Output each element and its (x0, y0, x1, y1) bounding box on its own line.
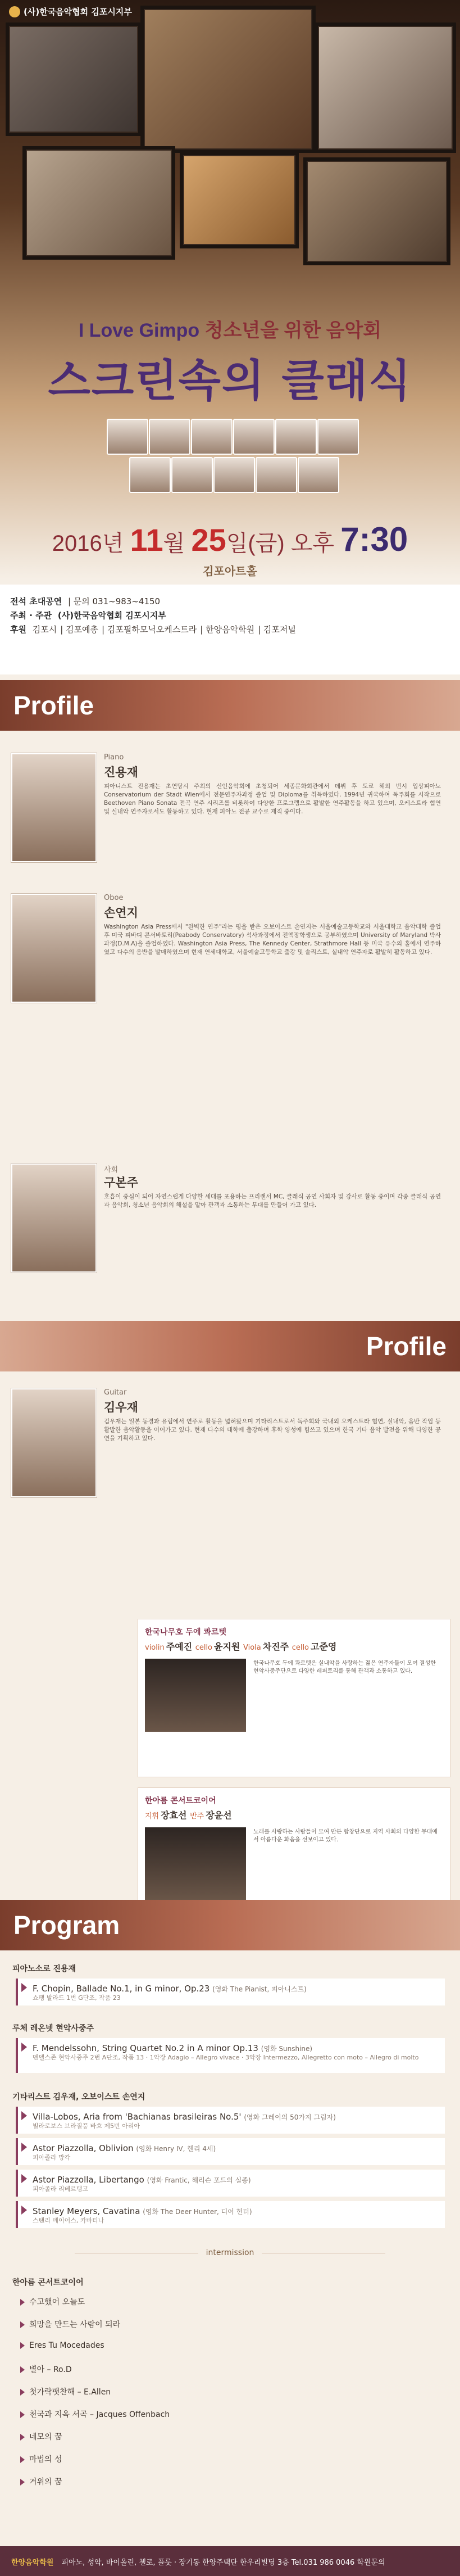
choir-piece (20, 2476, 62, 2487)
play-arrow-icon (21, 2174, 27, 2183)
date-day-unit: 일(금) (226, 531, 285, 556)
play-arrow-icon (20, 2411, 25, 2418)
member-name: 차진주 (262, 1641, 289, 1652)
performer-photo (11, 1388, 97, 1497)
choir-piece-title: 네모의 꿈 (29, 2433, 62, 2442)
performer-photo (256, 457, 297, 493)
film-collage (0, 0, 460, 264)
play-arrow-icon (20, 2456, 25, 2463)
play-arrow-icon (21, 1983, 27, 1992)
program-group-title: 기타리스트 김우재, 오보이스트 손연지 (12, 2093, 145, 2102)
piece-film: (영화 그레이의 50가지 그림자) (244, 2113, 336, 2121)
piece-film: (영화 Frantic, 해리슨 포드의 실종) (147, 2176, 251, 2184)
performer-name: 김우재 (104, 1401, 138, 1414)
performer-bio: 피아니스트 진용재는 초연당시 주최의 신인음악회에 초청되어 세종문화회관에서 데뷔 후 도쿄 해외 빈시 입상피아노 Conservatorium der Stadt Wien에서 전문연주자과정 졸업 및 Diploma를 취득하였다. 1994년 귀국하여 독주회를 시작으로 Beethoven Piano Sonata 전곡 연주 시리즈를 비롯하여 다양한 프로그램으로 활발한 연주활동을 하고 있으며, 오케스트라 협연 및 실내악 연주자로서도 활동하고 있다. 현재 피아노 전공 교수로 재직 중이다. (104, 783, 441, 815)
member-name: 장윤선 (206, 1810, 232, 1821)
performer-name: 손연지 (104, 906, 138, 920)
piece-film: (영화 The Deer Hunter, 디어 헌터) (143, 2208, 252, 2216)
choir-piece-title: Eres Tu Mocedades (29, 2341, 104, 2350)
member-role: 반주 (190, 1812, 204, 1821)
piece-subtitle: 스탠리 메이어스, 카바티나 (33, 2217, 104, 2224)
choir-piece-title: 별아 – Ro.D (29, 2365, 72, 2374)
sponsor: 한양음악학원 (206, 624, 255, 635)
member-name: 장효선 (161, 1810, 187, 1821)
profile-card (11, 894, 449, 1141)
ensemble-photo (145, 1659, 246, 1732)
piece-subtitle: 피아졸라 리베르탱고 (33, 2185, 89, 2193)
performer-bio: Washington Asia Press에서 "완벽한 연주"라는 평을 받은 오보이스트 손연지는 서울예술고등학교와 서울대학교 음악대학 졸업 후 미국 피바디 콘서바토리(Peabody Conservatory) 석사과정에서 전액장학생으로 공부하였으며 University of Maryland 박사과정(D.M.A)을 졸업하였다. Washington Asia Press, The Kennedy Center, Strathmore Hall 등 미국 유수의 홀에서 연주하였고 다수의 음반을 발매하였으며 현재 연세대학교, 서울예술고등학교 출강 및 솔리스트, 실내악 연주자로 활발히 활동하고 있다. (104, 923, 441, 956)
performer-photo (107, 419, 148, 455)
piece-film: (영화 Henry IV, 헨리 4세) (136, 2145, 216, 2153)
choir-piece (20, 2386, 111, 2397)
event-info: 전석 초대공연 | 문의 031~983~4150 주최 · 주관 (사)한국음악협회 김포시지부 후원 김포시 | 김포예총 | 김포필하모닉오케스트라 | 한양음악학원 | 김포저널 (0, 585, 460, 674)
member-name: 주예진 (166, 1641, 193, 1652)
play-arrow-icon (20, 2479, 25, 2486)
sponsor: 김포예총 (66, 624, 99, 635)
footer-name: 한양음악학원 (11, 2559, 54, 2567)
tagline-rest: 청소년을 위한 음악회 (204, 320, 382, 341)
program-group-title: 루체 레온넷 현악사중주 (12, 2024, 94, 2033)
play-arrow-icon (20, 2389, 25, 2396)
performer-bio: 김우재는 일본 동경과 유럽에서 연주로 활동을 넓혀왔으며 기타리스트로서 독주회와 국내외 오케스트라 협연, 실내악, 음반 작업 등 활발한 음악활동을 이어가고 있다. 현재 다수의 대학에 출강하며 후학 양성에 힘쓰고 있으며 한국 기타 음악 발전을 위해 다양한 공연을 기획하고 있다. (104, 1418, 441, 1442)
choir-piece (20, 2341, 104, 2350)
performer-photo (298, 457, 339, 493)
choir-piece-title: 천국과 지옥 서곡 – Jacques Offenbach (29, 2410, 170, 2419)
movie-still-image (180, 152, 299, 248)
play-arrow-icon (20, 2434, 25, 2441)
performer-photo (129, 457, 171, 493)
date-year: 2016년 (52, 531, 124, 556)
ensemble-photo (145, 1827, 246, 1900)
hero-banner (0, 0, 460, 579)
sponsor-label: 후원 (10, 624, 26, 635)
date-month: 11 (130, 522, 163, 558)
intermission-divider: intermission (0, 2248, 460, 2257)
performer-photo (275, 419, 317, 455)
member-role: cello (292, 1644, 309, 1652)
movie-still-image (140, 6, 316, 153)
member-name: 고준영 (311, 1641, 337, 1652)
date-day: 25 (191, 522, 226, 558)
piece-subtitle: 피아졸라 망각 (33, 2154, 71, 2161)
movie-still-image (22, 146, 175, 260)
ensemble-bio: 한국나무호 두에 콰르텟은 실내악을 사랑하는 젊은 연주자들이 모여 결성한 현악사중주단으로 다양한 레퍼토리를 통해 관객과 소통하고 있다. (253, 1660, 436, 1674)
choir-piece-title: 거위의 꿈 (29, 2478, 62, 2487)
member-name: 윤지원 (214, 1641, 240, 1652)
performer-photo (149, 419, 190, 455)
profile-card (11, 1388, 449, 1568)
choir-piece-title: 첫가락팻찬해 – E.Allen (29, 2388, 111, 2397)
member-role: 지휘 (145, 1812, 160, 1821)
piece-title: Villa-Lobos, Aria from 'Bachianas brasileiras No.5' (33, 2112, 242, 2122)
concert-date (0, 520, 460, 559)
choir-piece (20, 2364, 72, 2375)
play-arrow-icon (20, 2321, 25, 2328)
program-group-title: 한아름 콘서트코이어 (12, 2278, 84, 2287)
instrument: Piano (104, 753, 124, 762)
piece-film: (영화 The Pianist, 피아니스트) (212, 1985, 307, 1993)
piece-title: Stanley Meyers, Cavatina (33, 2206, 140, 2216)
piece-subtitle: 멘델스존 현악사중주 2번 A단조, 작품 13 · 1악장 Adagio – Allegro vivace · 3악장 Intermezzo, Allegretto con moto – Allegro di molto (33, 2054, 419, 2061)
section-title: Program (13, 1911, 120, 1940)
section-title: Profile (366, 1332, 447, 1361)
play-arrow-icon (21, 2206, 27, 2215)
program-piece (16, 2138, 445, 2165)
piece-title: F. Chopin, Ballade No.1, in G minor, Op.23 (33, 1984, 210, 1994)
date-time: 7:30 (340, 520, 408, 558)
performer-photo (233, 419, 275, 455)
choir-piece (20, 2296, 85, 2307)
performer-photo (11, 894, 97, 1003)
host-label: 주최 · 주관 (10, 610, 52, 621)
program-piece (16, 2038, 445, 2073)
ensemble-members (145, 1808, 232, 1821)
movie-still-image (303, 157, 450, 265)
movie-still-image (315, 22, 456, 153)
performer-photo (317, 419, 359, 455)
performer-name: 진용재 (104, 766, 138, 779)
piece-subtitle: 빌라로보스 브라질풍 바흐 제5번 아리아 (33, 2122, 140, 2130)
play-arrow-icon (21, 2143, 27, 2152)
date-ampm: 오후 (290, 531, 335, 556)
ensemble-bio: 노래를 사랑하는 사람들이 모여 만든 합창단으로 지역 사회의 다양한 무대에서 아름다운 화음을 선보이고 있다. (253, 1829, 438, 1843)
performer-portraits (107, 419, 354, 492)
member-role: violin (145, 1644, 165, 1652)
ensemble-members (145, 1640, 336, 1653)
member-role: cello (195, 1644, 213, 1652)
sponsor: 김포저널 (263, 624, 296, 635)
program-header (0, 1900, 460, 1950)
ensemble-name: 한국나무호 두에 콰르텟 (145, 1628, 226, 1637)
member-role: Viola (243, 1644, 261, 1652)
program-piece (16, 2170, 445, 2197)
piece-film: (영화 Sunshine) (261, 2045, 313, 2053)
instrument: Oboe (104, 894, 124, 902)
performer-photo (11, 1163, 97, 1273)
instrument: Guitar (104, 1388, 127, 1397)
performer-photo (213, 457, 255, 493)
tagline-prefix: I Love Gimpo (78, 320, 200, 341)
profile-header (0, 680, 460, 731)
performer-photo (171, 457, 213, 493)
profile-section (0, 1371, 460, 1939)
choir-piece-title: 수고했어 오늘도 (29, 2298, 85, 2307)
tagline (0, 315, 460, 342)
program-piece (16, 1979, 445, 2005)
admission: 전석 초대공연 (10, 596, 62, 606)
sponsor: 김포시 (32, 624, 57, 635)
play-arrow-icon (21, 2043, 27, 2052)
venue: 김포아트홀 (203, 564, 257, 578)
ensemble-card (138, 1619, 450, 1777)
play-arrow-icon (21, 2111, 27, 2120)
choir-piece (20, 2431, 62, 2442)
choir-piece-title: 희망을 만드는 사람이 되라 (29, 2320, 121, 2329)
ensemble-name: 한아름 콘서트코이어 (145, 1796, 216, 1805)
program-section (0, 1950, 460, 2546)
movie-still-image (6, 22, 142, 136)
profile-section (0, 731, 460, 1315)
profile-card (11, 1163, 449, 1287)
contact: | 문의 031~983~4150 (67, 596, 161, 606)
play-arrow-icon (20, 2366, 25, 2373)
choir-piece (20, 2409, 170, 2420)
footer-text: 피아노, 성악, 바이올린, 첼로, 플룻 · 장기동 한양주택단 한우리빌딩 3층 Tel.031 986 0046 학원문의 (61, 2559, 385, 2567)
logo-icon (9, 6, 20, 17)
performer-photo (11, 753, 97, 862)
instrument: 사회 (104, 1166, 119, 1174)
play-arrow-icon (20, 2342, 25, 2349)
play-arrow-icon (20, 2299, 25, 2306)
piece-subtitle: 쇼팽 발라드 1번 G단조, 작품 23 (33, 1994, 121, 2002)
piece-title: F. Mendelssohn, String Quartet No.2 in A minor Op.13 (33, 2043, 258, 2053)
program-piece (16, 2107, 445, 2134)
organizer-name: (사)한국음악협회 김포시지부 (24, 7, 132, 17)
piece-title: Astor Piazzolla, Oblivion (33, 2143, 134, 2153)
program-group-title: 피아노소로 진용재 (12, 1964, 76, 1973)
sponsor: 김포필하모닉오케스트라 (107, 624, 197, 635)
program-piece (16, 2201, 445, 2228)
concert-title: 스크린속의 클래식 (48, 355, 412, 406)
piece-title: Astor Piazzolla, Libertango (33, 2175, 144, 2185)
organizer-logo (9, 6, 132, 17)
performer-photo (191, 419, 233, 455)
profile-header (0, 1321, 460, 1371)
host: (사)한국음악협회 김포시지부 (57, 610, 166, 621)
performer-name: 구본주 (104, 1176, 138, 1189)
choir-piece (20, 2319, 120, 2330)
date-month-unit: 월 (163, 531, 185, 556)
section-title: Profile (13, 691, 94, 720)
performer-bio: 호흡이 중심이 되어 자연스럽게 다양한 세대를 포용하는 프리랜서 MC, 클래식 공연 사회자 및 강사로 활동 중이며 각종 클래식 공연과 음악회, 청소년 음악회의 해설을 맡아 관객과 소통하는 무대를 만들어 가고 있다. (104, 1193, 441, 1208)
choir-piece (20, 2453, 62, 2465)
footer-sponsor (0, 2546, 460, 2576)
choir-piece-title: 마법의 성 (29, 2455, 62, 2464)
